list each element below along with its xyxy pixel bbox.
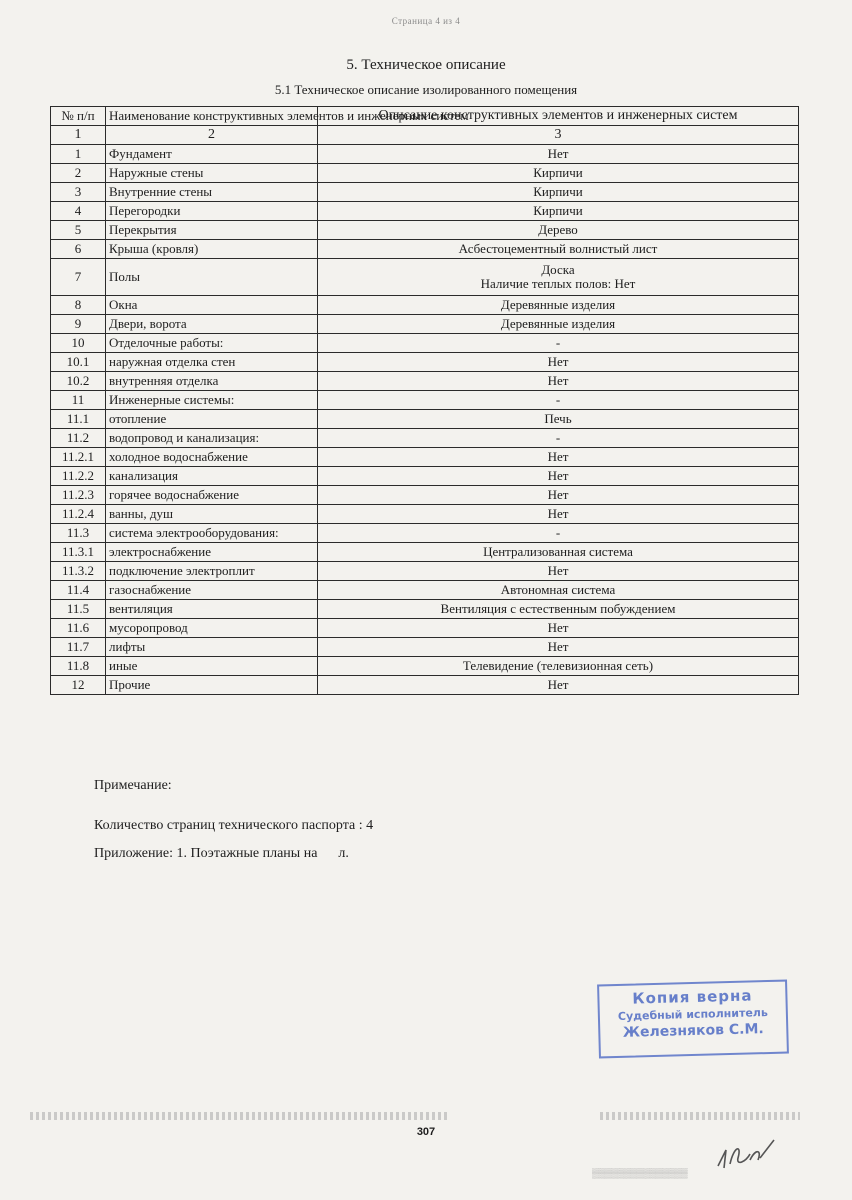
element-name: водопровод и канализация:	[106, 429, 318, 448]
element-name: электроснабжение	[106, 543, 318, 562]
row-number: 11.2.3	[51, 486, 106, 505]
element-description: Деревянные изделия	[318, 296, 799, 315]
row-number: 6	[51, 240, 106, 259]
element-description: Нет	[318, 486, 799, 505]
row-number: 11.2.4	[51, 505, 106, 524]
column-number: 3	[318, 126, 799, 145]
element-name: Двери, ворота	[106, 315, 318, 334]
element-name: Инженерные системы:	[106, 391, 318, 410]
row-number: 3	[51, 183, 106, 202]
element-name: лифты	[106, 638, 318, 657]
element-description: Автономная система	[318, 581, 799, 600]
signature-image	[712, 1136, 782, 1176]
table-row	[51, 296, 799, 315]
row-number: 10.2	[51, 372, 106, 391]
element-description: Нет	[318, 505, 799, 524]
row-number: 7	[51, 259, 106, 296]
row-number: 11.6	[51, 619, 106, 638]
row-number: 2	[51, 164, 106, 183]
table-row	[51, 581, 799, 600]
table-row	[51, 410, 799, 429]
element-name: подключение электроплит	[106, 562, 318, 581]
scan-artifact	[30, 1112, 450, 1120]
column-header-number: № п/п	[51, 107, 106, 126]
element-name: система электрооборудования:	[106, 524, 318, 543]
pages-count: Количество страниц технического паспорта : 4	[94, 818, 374, 833]
table-row	[51, 183, 799, 202]
element-name: Окна	[106, 296, 318, 315]
element-description: Нет	[318, 372, 799, 391]
row-number: 11.2	[51, 429, 106, 448]
element-description: Нет	[318, 353, 799, 372]
element-name: мусоропровод	[106, 619, 318, 638]
element-description: Нет	[318, 638, 799, 657]
appendix-line: Приложение: 1. Поэтажные планы на л.	[94, 846, 349, 861]
row-number: 9	[51, 315, 106, 334]
column-number: 2	[106, 126, 318, 145]
table-row	[51, 334, 799, 353]
element-description: Нет	[318, 467, 799, 486]
certification-stamp	[597, 980, 789, 1059]
table-row	[51, 467, 799, 486]
table-row	[51, 259, 799, 296]
row-number: 11.8	[51, 657, 106, 676]
column-number-row	[51, 126, 799, 145]
scan-artifact	[600, 1112, 800, 1120]
column-header-name: Наименование конструктивных элементов и инженерных систем	[106, 107, 318, 126]
row-number: 5	[51, 221, 106, 240]
table-row	[51, 145, 799, 164]
element-description-line: Доска	[541, 262, 575, 277]
element-description-line: Наличие теплых полов: Нет	[480, 276, 636, 291]
row-number: 11.2.2	[51, 467, 106, 486]
row-number: 1	[51, 145, 106, 164]
table-row	[51, 562, 799, 581]
table-row	[51, 448, 799, 467]
element-name: Перекрытия	[106, 221, 318, 240]
row-number: 10.1	[51, 353, 106, 372]
element-description: Кирпичи	[318, 183, 799, 202]
stamp-line: Судебный исполнитель	[617, 1006, 768, 1023]
element-name: канализация	[106, 467, 318, 486]
element-name: ванны, душ	[106, 505, 318, 524]
row-number: 4	[51, 202, 106, 221]
row-number: 10	[51, 334, 106, 353]
element-description: Нет	[318, 562, 799, 581]
element-name: вентиляция	[106, 600, 318, 619]
page-counter: Страница 4 из 4	[391, 16, 461, 26]
signature-caption-artifact: ▒▒▒▒▒▒▒▒▒▒▒▒▒▒▒	[592, 1168, 688, 1178]
table-row	[51, 315, 799, 334]
element-name: Отделочные работы:	[106, 334, 318, 353]
element-description: -	[318, 524, 799, 543]
element-description: Дерево	[318, 221, 799, 240]
row-number: 11.2.1	[51, 448, 106, 467]
row-number: 11.1	[51, 410, 106, 429]
column-header-description: Описание конструктивных элементов и инженерных систем	[318, 107, 799, 126]
element-name: иные	[106, 657, 318, 676]
row-number: 11	[51, 391, 106, 410]
technical-description-table	[50, 106, 799, 695]
table-row	[51, 221, 799, 240]
row-number: 11.3.2	[51, 562, 106, 581]
element-description: Нет	[318, 448, 799, 467]
table-row	[51, 164, 799, 183]
element-description: Нет	[318, 145, 799, 164]
element-name: Прочие	[106, 676, 318, 695]
subsection-title: 5.1 Техническое описание изолированного помещения	[274, 82, 578, 97]
column-number: 1	[51, 126, 106, 145]
element-description: Кирпичи	[318, 202, 799, 221]
table-row	[51, 657, 799, 676]
table-row	[51, 429, 799, 448]
element-description: Централизованная система	[318, 543, 799, 562]
table-row	[51, 638, 799, 657]
element-name: отопление	[106, 410, 318, 429]
table-row	[51, 676, 799, 695]
element-description: Деревянные изделия	[318, 315, 799, 334]
row-number: 12	[51, 676, 106, 695]
element-description: Нет	[318, 619, 799, 638]
table-row	[51, 391, 799, 410]
table-row	[51, 240, 799, 259]
element-name: Крыша (кровля)	[106, 240, 318, 259]
element-name: горячее водоснабжение	[106, 486, 318, 505]
element-description: Нет	[318, 676, 799, 695]
table-row	[51, 372, 799, 391]
element-name: газоснабжение	[106, 581, 318, 600]
element-name: наружная отделка стен	[106, 353, 318, 372]
element-name: Полы	[106, 259, 318, 296]
element-name: Наружные стены	[106, 164, 318, 183]
note-label: Примечание:	[94, 778, 172, 793]
element-name: Перегородки	[106, 202, 318, 221]
row-number: 11.5	[51, 600, 106, 619]
row-number: 11.7	[51, 638, 106, 657]
element-description: -	[318, 429, 799, 448]
table-row	[51, 486, 799, 505]
section-title: 5. Техническое описание	[346, 57, 506, 73]
element-description: Вентиляция с естественным побуждением	[318, 600, 799, 619]
table-row	[51, 353, 799, 372]
element-name: Фундамент	[106, 145, 318, 164]
table-row	[51, 505, 799, 524]
table-row	[51, 524, 799, 543]
element-description	[318, 259, 799, 296]
table-row	[51, 619, 799, 638]
stamp-line: Копия верна	[632, 986, 753, 1008]
table-header-row	[51, 107, 799, 126]
row-number: 11.4	[51, 581, 106, 600]
element-name: Внутренние стены	[106, 183, 318, 202]
row-number: 11.3	[51, 524, 106, 543]
row-number: 11.3.1	[51, 543, 106, 562]
element-name: холодное водоснабжение	[106, 448, 318, 467]
element-description: Телевидение (телевизионная сеть)	[318, 657, 799, 676]
table-row	[51, 202, 799, 221]
page-number: 307	[416, 1126, 436, 1138]
element-description: -	[318, 334, 799, 353]
table-row	[51, 543, 799, 562]
element-name: внутренняя отделка	[106, 372, 318, 391]
element-description: Асбестоцементный волнистый лист	[318, 240, 799, 259]
table-row	[51, 600, 799, 619]
row-number: 8	[51, 296, 106, 315]
element-description: -	[318, 391, 799, 410]
element-description: Кирпичи	[318, 164, 799, 183]
stamp-line: Железняков С.М.	[622, 1021, 764, 1041]
element-description: Печь	[318, 410, 799, 429]
